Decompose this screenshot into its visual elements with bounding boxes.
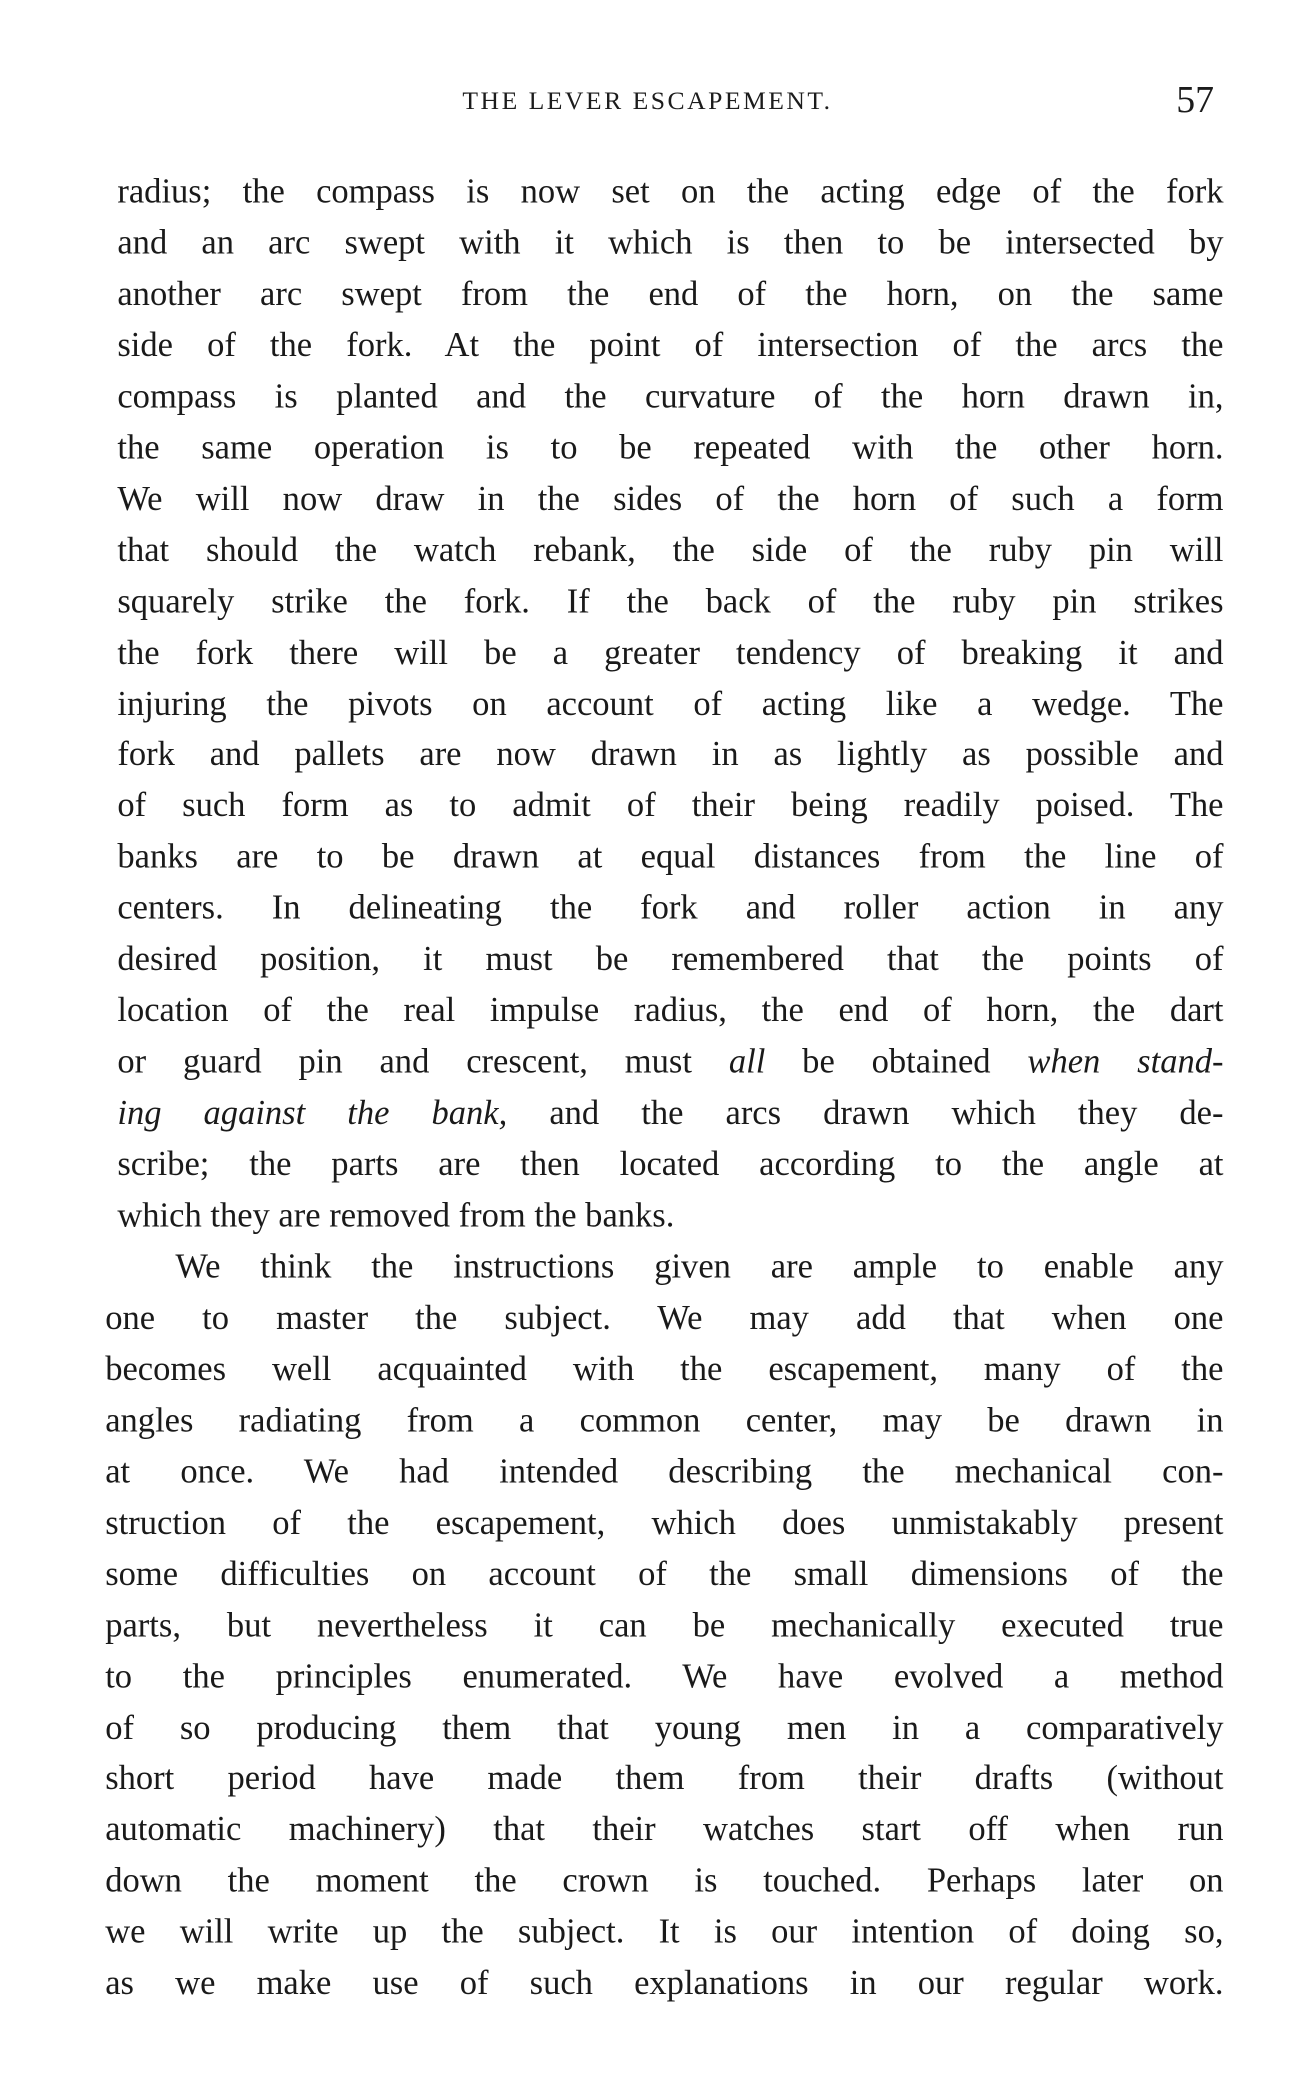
text-line [117, 985, 1223, 1036]
text-line [117, 575, 1223, 626]
text-line [117, 166, 1223, 217]
text-segment: scribe; the parts are then located according to the angle at [117, 1143, 1224, 1184]
text-line [105, 1395, 1223, 1446]
text-line [105, 1599, 1223, 1650]
text-line [105, 1292, 1223, 1343]
text-line [117, 319, 1223, 370]
text-line [105, 1343, 1223, 1394]
text-line [117, 422, 1223, 473]
text-segment: at once. We had intended describing the mechanical con- [105, 1451, 1224, 1491]
text-line [117, 473, 1223, 524]
text-segment: side of the fork. At the point of intersection of the arcs the [117, 324, 1224, 365]
text-segment: compass is planted and the curvature of the horn drawn in, [117, 376, 1224, 416]
text-segment: automatic machinery) that their watches start off when run [105, 1809, 1224, 1849]
text-line [117, 883, 1223, 934]
text-segment: becomes well acquainted with the escapement, many of the [105, 1348, 1224, 1388]
text-line [105, 1753, 1223, 1804]
text-line [105, 1548, 1223, 1599]
text-segment: the same operation is to be repeated with the other horn. [117, 427, 1224, 467]
text-segment: radius; the compass is now set on the acting edge of the fork [117, 171, 1224, 211]
text-segment: short period have made them from their drafts (without [105, 1758, 1224, 1798]
page-number: 57 [1176, 79, 1215, 122]
text-line [117, 934, 1223, 985]
text-segment: as we make use of such explanations in our regular work. [105, 1963, 1224, 2003]
text-segment: squarely strike the fork. If the back of the ruby pin strikes [117, 580, 1224, 620]
text-line [105, 1906, 1223, 1957]
text-segment: location of the real impulse radius, the end of horn, the dart [117, 990, 1224, 1030]
text-line [105, 1855, 1223, 1906]
text-segment: that should the watch rebank, the side of the ruby pin will [117, 529, 1224, 569]
text-segment: of such form as to admit of their being readily poised. The [117, 785, 1224, 825]
text-line [105, 1497, 1223, 1548]
text-segment: or guard pin and crescent, must [117, 1041, 729, 1081]
text-line [117, 1139, 1223, 1190]
text-segment: one to master the subject. We may add that when one [105, 1297, 1224, 1337]
text-segment: desired position, it must be remembered that the points of [117, 939, 1224, 979]
text-line [175, 1241, 1223, 1292]
text-line [117, 1036, 1223, 1087]
text-segment: struction of the escapement, which does unmistakably present [105, 1502, 1224, 1542]
text-segment: banks are to be drawn at equal distances from the line of [117, 836, 1224, 876]
text-segment: to the principles enumerated. We have evolved a method [105, 1655, 1224, 1696]
text-line [117, 1087, 1223, 1138]
text-line [117, 217, 1223, 268]
text-line [117, 1190, 1223, 1241]
text-segment: another arc swept from the end of the horn, on the same [117, 273, 1224, 313]
text-line [117, 524, 1223, 575]
text-segment: and an arc swept with it which is then to be intersected by [117, 222, 1224, 262]
text-line [117, 678, 1223, 729]
italic-segment: all [728, 1041, 766, 1081]
text-line [117, 268, 1223, 319]
italic-segment: when stand- [1027, 1041, 1224, 1081]
running-title: THE LEVER ESCAPEMENT. [462, 86, 833, 116]
text-line [117, 831, 1223, 882]
text-segment: some difficulties on account of the small dimensions of the [105, 1553, 1224, 1593]
text-segment: of so producing them that young men in a comparatively [105, 1707, 1224, 1747]
text-segment: centers. In delineating the fork and roller action in any [117, 888, 1224, 928]
text-line [117, 729, 1223, 780]
text-segment: and the arcs drawn which they de- [507, 1092, 1224, 1132]
text-line [105, 1804, 1223, 1855]
text-segment: down the moment the crown is touched. Perhaps later on [105, 1860, 1224, 1900]
text-line [117, 627, 1223, 678]
text-line [105, 1702, 1223, 1753]
text-line [105, 1651, 1223, 1702]
text-segment: we will write up the subject. It is our intention of doing so, [105, 1911, 1224, 1951]
running-head [0, 78, 1295, 128]
text-segment: angles radiating from a common center, may be drawn in [105, 1399, 1224, 1440]
text-segment: which they are removed from the banks. [117, 1195, 675, 1235]
text-segment: We will now draw in the sides of the horn of such a form [117, 478, 1224, 518]
italic-segment: ing against the bank, [117, 1092, 508, 1132]
text-line [105, 1446, 1223, 1497]
text-line [105, 1958, 1223, 2009]
text-segment: fork and pallets are now drawn in as lightly as possible and [117, 734, 1224, 774]
text-segment: We think the instructions given are ample to enable any [175, 1246, 1224, 1286]
text-line [117, 371, 1223, 422]
text-segment: parts, but nevertheless it can be mechanically executed true [105, 1604, 1224, 1644]
text-segment: be obtained [765, 1041, 1028, 1081]
text-line [117, 780, 1223, 831]
text-segment: injuring the pivots on account of acting like a wedge. The [117, 683, 1224, 723]
text-segment: the fork there will be a greater tendency of breaking it and [117, 632, 1224, 672]
